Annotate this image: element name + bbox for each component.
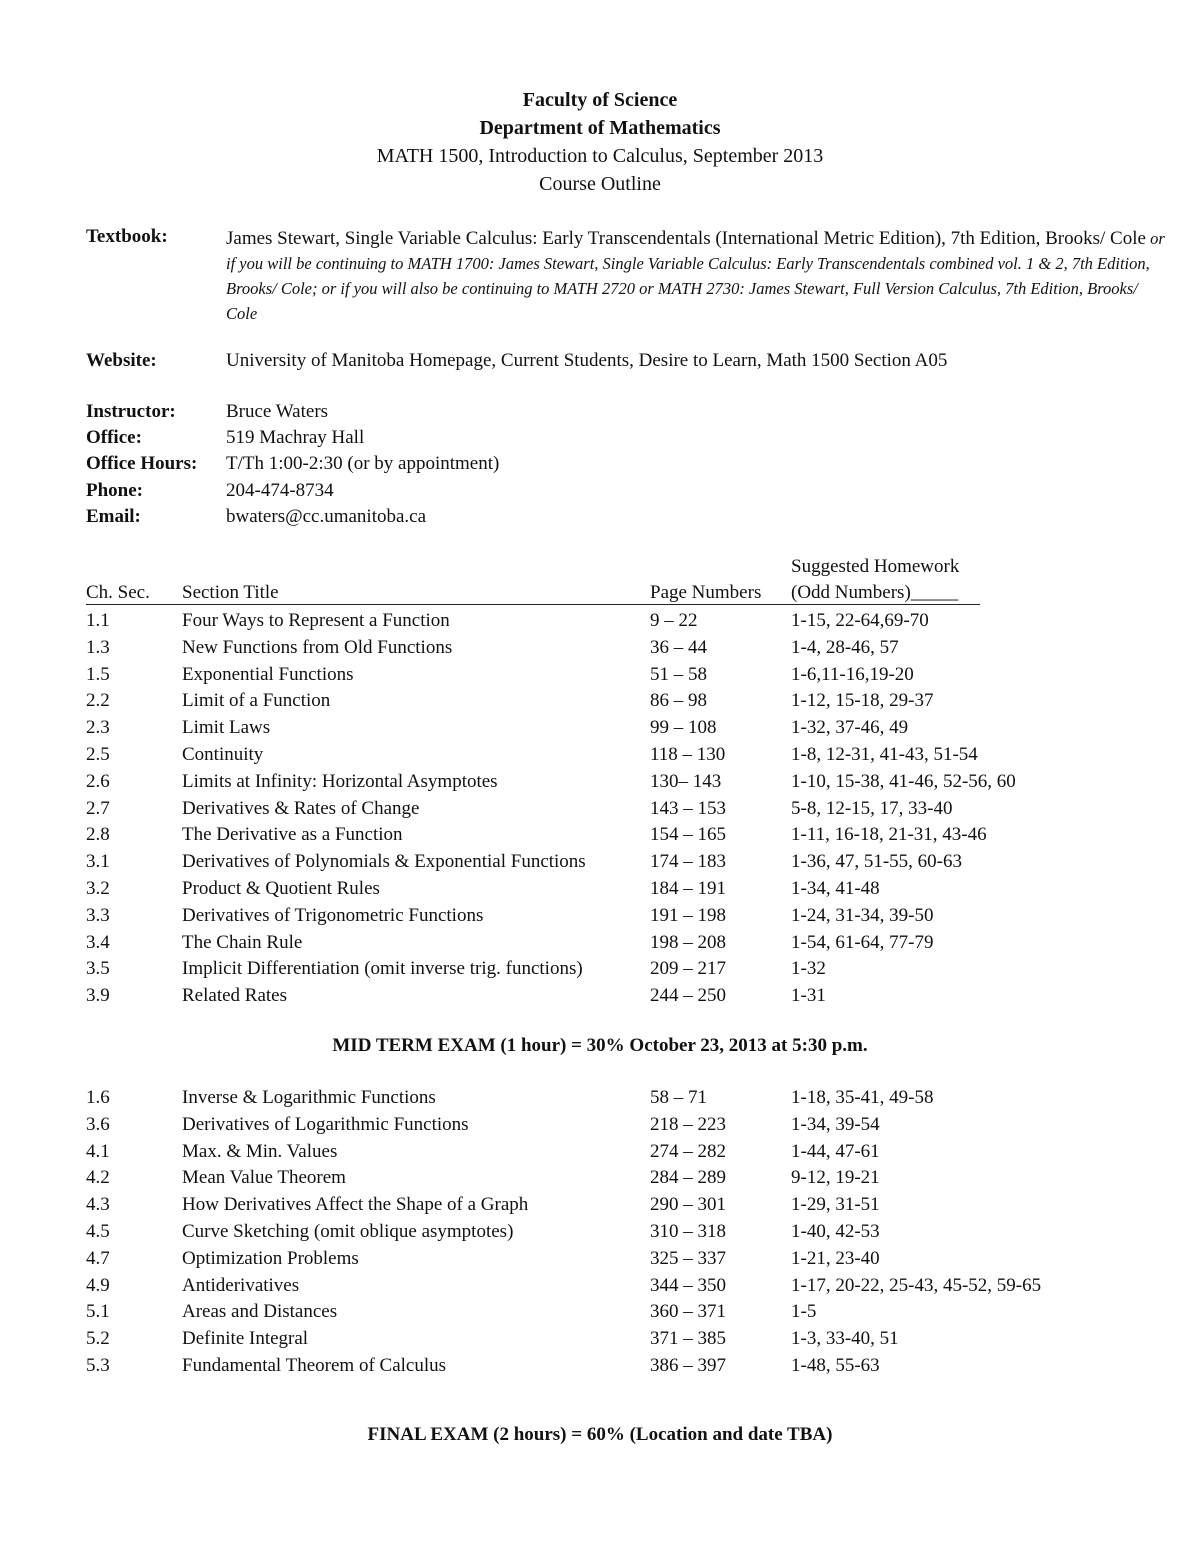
table-row — [86, 930, 1096, 957]
section-number: 2.2 — [86, 690, 110, 712]
table-row — [86, 662, 1096, 689]
section-number: 3.9 — [86, 985, 110, 1007]
section-title: Optimization Problems — [182, 1247, 359, 1269]
section-title: Fundamental Theorem of Calculus — [182, 1354, 447, 1376]
suggested-homework: 1-48, 55-63 — [791, 1354, 880, 1376]
section-number: 4.7 — [86, 1247, 110, 1269]
table-row — [86, 1219, 1096, 1246]
page-numbers: 325 – 337 — [650, 1247, 726, 1269]
section-number: 2.6 — [86, 770, 110, 792]
section-title: Limits at Infinity: Horizontal Asymptotes — [182, 770, 498, 792]
section-number: 4.2 — [86, 1167, 110, 1189]
header-rule — [86, 604, 980, 605]
table-row — [86, 769, 1096, 796]
suggested-homework: 1-6,11-16,19-20 — [791, 663, 914, 685]
page-numbers: 51 – 58 — [650, 663, 707, 685]
section-title: Max. & Min. Values — [182, 1140, 338, 1162]
section-number: 2.7 — [86, 797, 110, 819]
section-number: 5.1 — [86, 1301, 110, 1323]
section-number: 2.8 — [86, 824, 110, 846]
section-title: Antiderivatives — [182, 1274, 300, 1296]
textbook-main: James Stewart, Single Variable Calculus: Early Transcendentals (International Metric Edition), 7th Edition, Brooks/ Cole — [226, 228, 1146, 249]
section-title: Exponential Functions — [182, 663, 354, 685]
page-numbers: 143 – 153 — [650, 797, 726, 819]
faculty-title: Faculty of Science — [522, 89, 678, 111]
table-row — [86, 608, 1096, 635]
table-row — [86, 876, 1096, 903]
section-number: 3.3 — [86, 904, 110, 926]
section-title: Related Rates — [182, 985, 287, 1007]
section-title: Limit Laws — [182, 717, 271, 739]
table-row — [86, 1246, 1096, 1273]
table-row — [86, 742, 1096, 769]
section-title: The Chain Rule — [182, 931, 303, 953]
page-numbers: 184 – 191 — [650, 877, 726, 899]
page-numbers: 130– 143 — [650, 770, 722, 792]
final-exam-note: FINAL EXAM (2 hours) = 60% (Location and date TBA) — [367, 1424, 833, 1445]
section-title: Implicit Differentiation (omit inverse trig. functions) — [182, 958, 583, 980]
office-value: 519 Machray Hall — [226, 427, 365, 448]
page-numbers: 244 – 250 — [650, 985, 726, 1007]
schedule-table-part-1 — [86, 608, 1096, 1010]
section-title: Derivatives of Polynomials & Exponential Functions — [182, 851, 586, 873]
website-label: Website: — [86, 350, 157, 371]
page-numbers: 284 – 289 — [650, 1167, 726, 1189]
suggested-homework: 1-34, 39-54 — [791, 1113, 880, 1135]
table-row — [86, 1139, 1096, 1166]
instructor-value: Bruce Waters — [226, 401, 329, 422]
phone-value: 204-474-8734 — [226, 480, 334, 501]
table-row — [86, 1299, 1096, 1326]
page-numbers: 118 – 130 — [650, 743, 726, 765]
table-row — [86, 1165, 1096, 1192]
website-value: University of Manitoba Homepage, Current Students, Desire to Learn, Math 1500 Section A05 — [226, 350, 948, 371]
email-label: Email: — [86, 506, 141, 527]
office-hours-value: T/Th 1:00-2:30 (or by appointment) — [226, 453, 500, 474]
section-title: Derivatives & Rates of Change — [182, 797, 420, 819]
office-label: Office: — [86, 427, 142, 448]
suggested-homework: 1-29, 31-51 — [791, 1194, 880, 1216]
page-numbers: 371 – 385 — [650, 1328, 726, 1350]
page-numbers: 9 – 22 — [650, 610, 698, 631]
section-number: 4.1 — [86, 1140, 110, 1162]
section-number: 1.1 — [86, 610, 110, 631]
textbook-alternatives: or if you will be continuing to MATH 1700: James Stewart, Single Variable Calculus: Early Transcendentals combined vol. 1 & 2, 7th Edition, Brooks/ Cole; or if you will also be continuing to MATH 2720 or MATH 2730: James Stewart, Full Version Calculus, 7th Edition, Brooks/ Cole — [226, 229, 1165, 323]
page-numbers: 274 – 282 — [650, 1140, 726, 1162]
table-row — [86, 796, 1096, 823]
suggested-homework: 1-32 — [791, 958, 826, 980]
section-number: 2.3 — [86, 717, 110, 739]
suggested-homework: 1-10, 15-38, 41-46, 52-56, 60 — [791, 770, 1016, 792]
table-row — [86, 1112, 1096, 1139]
section-title: The Derivative as a Function — [182, 824, 403, 846]
suggested-homework: 1-12, 15-18, 29-37 — [791, 690, 934, 712]
section-number: 3.5 — [86, 958, 110, 980]
section-title: Four Ways to Represent a Function — [182, 610, 450, 631]
suggested-homework: 9-12, 19-21 — [791, 1167, 880, 1189]
section-number: 3.2 — [86, 877, 110, 899]
suggested-homework: 1-44, 47-61 — [791, 1140, 880, 1162]
section-number: 4.9 — [86, 1274, 110, 1296]
suggested-homework: 1-32, 37-46, 49 — [791, 717, 909, 739]
suggested-homework: 1-8, 12-31, 41-43, 51-54 — [791, 743, 978, 765]
table-row — [86, 903, 1096, 930]
midterm-exam-note: MID TERM EXAM (1 hour) = 30% October 23, 2013 at 5:30 p.m. — [332, 1035, 868, 1056]
suggested-homework: 1-54, 61-64, 77-79 — [791, 931, 934, 953]
page-numbers: 99 – 108 — [650, 717, 717, 739]
suggested-homework: 1-17, 20-22, 25-43, 45-52, 59-65 — [791, 1274, 1042, 1296]
suggested-homework: 5-8, 12-15, 17, 33-40 — [791, 797, 953, 819]
course-title: MATH 1500, Introduction to Calculus, September 2013 — [376, 145, 824, 167]
section-number: 5.2 — [86, 1328, 110, 1350]
header-homework-bottom: (Odd Numbers)_____ — [791, 582, 959, 603]
page-numbers: 290 – 301 — [650, 1194, 726, 1216]
header-page-numbers: Page Numbers — [650, 582, 762, 603]
page-numbers: 344 – 350 — [650, 1274, 726, 1296]
section-title: Product & Quotient Rules — [182, 877, 380, 899]
document-title: Course Outline — [539, 173, 661, 195]
suggested-homework: 1-5 — [791, 1301, 817, 1323]
section-title: New Functions from Old Functions — [182, 636, 453, 658]
table-row — [86, 822, 1096, 849]
header-homework-top: Suggested Homework — [791, 556, 960, 577]
page-numbers: 58 – 71 — [650, 1087, 707, 1108]
suggested-homework: 1-40, 42-53 — [791, 1220, 880, 1242]
table-row — [86, 1326, 1096, 1353]
section-title: Curve Sketching (omit oblique asymptotes) — [182, 1220, 514, 1242]
schedule-table-header — [86, 556, 986, 606]
suggested-homework: 1-36, 47, 51-55, 60-63 — [791, 851, 962, 873]
suggested-homework: 1-15, 22-64,69-70 — [791, 610, 929, 631]
section-number: 1.5 — [86, 663, 110, 685]
section-title: How Derivatives Affect the Shape of a Graph — [182, 1194, 529, 1216]
page-numbers: 36 – 44 — [650, 636, 707, 658]
office-hours-label: Office Hours: — [86, 453, 198, 474]
textbook-value — [226, 226, 1166, 326]
page-numbers: 360 – 371 — [650, 1301, 726, 1323]
table-row — [86, 635, 1096, 662]
suggested-homework: 1-3, 33-40, 51 — [791, 1328, 899, 1350]
suggested-homework: 1-4, 28-46, 57 — [791, 636, 899, 658]
document-header — [0, 86, 1200, 198]
header-section: Ch. Sec. — [86, 582, 150, 603]
table-row — [86, 1353, 1096, 1380]
instructor-label: Instructor: — [86, 401, 176, 422]
page-numbers: 86 – 98 — [650, 690, 707, 712]
section-number: 3.1 — [86, 851, 110, 873]
section-title: Derivatives of Trigonometric Functions — [182, 904, 484, 926]
page-numbers: 174 – 183 — [650, 851, 726, 873]
page-numbers: 310 – 318 — [650, 1220, 726, 1242]
textbook-label: Textbook: — [86, 226, 168, 247]
section-number: 5.3 — [86, 1354, 110, 1376]
section-number: 1.6 — [86, 1087, 110, 1108]
table-row — [86, 1273, 1096, 1300]
page-numbers: 191 – 198 — [650, 904, 726, 926]
section-number: 1.3 — [86, 636, 110, 658]
page-numbers: 218 – 223 — [650, 1113, 726, 1135]
suggested-homework: 1-11, 16-18, 21-31, 43-46 — [791, 824, 987, 846]
section-number: 3.4 — [86, 931, 110, 953]
table-row — [86, 1192, 1096, 1219]
table-row — [86, 715, 1096, 742]
section-title: Continuity — [182, 743, 264, 765]
phone-label: Phone: — [86, 480, 143, 501]
section-number: 4.3 — [86, 1194, 110, 1216]
section-title: Mean Value Theorem — [182, 1167, 346, 1189]
section-title: Definite Integral — [182, 1328, 309, 1350]
section-title: Areas and Distances — [182, 1301, 338, 1323]
table-row — [86, 956, 1096, 983]
schedule-table-part-2 — [86, 1085, 1096, 1380]
page-numbers: 209 – 217 — [650, 958, 726, 980]
table-row — [86, 849, 1096, 876]
section-title: Inverse & Logarithmic Functions — [182, 1087, 436, 1108]
section-number: 4.5 — [86, 1220, 110, 1242]
header-section-title: Section Title — [182, 582, 279, 603]
section-title: Limit of a Function — [182, 690, 331, 712]
suggested-homework: 1-18, 35-41, 49-58 — [791, 1087, 934, 1108]
table-row — [86, 1085, 1096, 1112]
table-row — [86, 983, 1096, 1010]
suggested-homework: 1-31 — [791, 985, 826, 1007]
table-row — [86, 688, 1096, 715]
section-number: 2.5 — [86, 743, 110, 765]
suggested-homework: 1-34, 41-48 — [791, 877, 880, 899]
suggested-homework: 1-24, 31-34, 39-50 — [791, 904, 934, 926]
page-numbers: 154 – 165 — [650, 824, 726, 846]
email-value: bwaters@cc.umanitoba.ca — [226, 506, 427, 527]
suggested-homework: 1-21, 23-40 — [791, 1247, 880, 1269]
section-title: Derivatives of Logarithmic Functions — [182, 1113, 469, 1135]
page-numbers: 198 – 208 — [650, 931, 726, 953]
section-number: 3.6 — [86, 1113, 110, 1135]
department-title: Department of Mathematics — [479, 117, 721, 139]
page-numbers: 386 – 397 — [650, 1354, 726, 1376]
